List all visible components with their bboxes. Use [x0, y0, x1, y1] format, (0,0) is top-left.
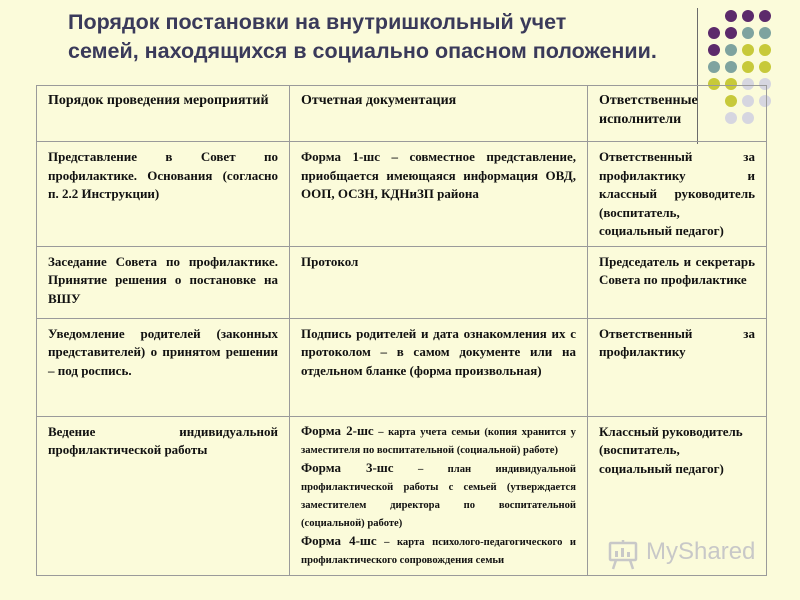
decorative-dot — [742, 44, 754, 56]
title-line-1: Порядок постановки на внутришкольный учет — [68, 10, 567, 34]
cell-activity: Ведение индивидуальной профилактической работы — [37, 416, 290, 575]
decorative-dot — [725, 10, 737, 22]
cell-documentation-forms — [290, 416, 588, 575]
table-row — [37, 318, 767, 416]
decorative-dot — [725, 44, 737, 56]
form-name: Форма 4-шс — [301, 532, 377, 548]
watermark-text: MyShared — [646, 538, 756, 565]
cell-responsible: Классный руководитель (воспитатель, социальный педагог) — [588, 416, 767, 575]
decorative-dot — [759, 61, 771, 73]
table-row — [37, 142, 767, 247]
decorative-dot — [759, 44, 771, 56]
cell-documentation: Подпись родителей и дата ознакомления их с протоколом – в самом документе или на отдельном бланке (форма произвольная) — [290, 318, 588, 416]
decorative-dot — [742, 10, 754, 22]
form-description: – карта психолого-педагогического и профилактического сопровождения семьи — [301, 536, 576, 566]
form-item — [301, 423, 576, 459]
form-name: Форма 3-шс — [301, 459, 394, 475]
cell-activity: Представление в Совет по профилактике. Основания (согласно п. 2.2 Инструкции) — [37, 142, 290, 247]
decorative-dot — [742, 61, 754, 73]
decorative-dot — [759, 10, 771, 22]
cell-activity: Уведомление родителей (законных представителей) о принятом решении – под роспись. — [37, 318, 290, 416]
decorative-dot — [725, 27, 737, 39]
decorative-dot — [708, 44, 720, 56]
cell-responsible: Ответственный за профилактику — [588, 318, 767, 416]
cell-activity: Заседание Совета по профилактике. Принятие решения о постановке на ВШУ — [37, 246, 290, 318]
form-description: – план индивидуальной профилактической работы с семьей (утверждается заместителем директора по воспитательной (социальной) работе) — [301, 463, 576, 529]
header-documentation: Отчетная документация — [290, 86, 588, 142]
decorative-dot — [759, 27, 771, 39]
header-responsible: Ответственные исполнители — [588, 86, 767, 142]
decorative-dot — [708, 61, 720, 73]
table-header-row — [37, 86, 767, 142]
form-description: – карта учета семьи (копия хранится у заместителя по воспитательной (социальной) работе) — [301, 426, 576, 456]
page-title — [68, 8, 708, 66]
cell-responsible: Ответственный за профилактику и классный руководитель (воспитатель, социальный педагог) — [588, 142, 767, 247]
decorative-dot — [708, 27, 720, 39]
cell-documentation: Протокол — [290, 246, 588, 318]
form-item — [301, 460, 576, 532]
header-activities: Порядок проведения мероприятий — [37, 86, 290, 142]
cell-responsible: Председатель и секретарь Совета по профилактике — [588, 246, 767, 318]
presentation-board-icon — [607, 540, 639, 570]
form-name: Форма 2-шс — [301, 422, 374, 438]
title-line-2: семей, находящихся в социально опасном положении. — [68, 39, 657, 63]
form-item — [301, 533, 576, 569]
decorative-dot — [742, 27, 754, 39]
procedure-table — [36, 85, 767, 576]
table-row — [37, 246, 767, 318]
cell-documentation: Форма 1-шс – совместное представление, приобщается имеющаяся информация ОВД, ООП, ОСЗН, КДНиЗП района — [290, 142, 588, 247]
decorative-dot — [725, 61, 737, 73]
